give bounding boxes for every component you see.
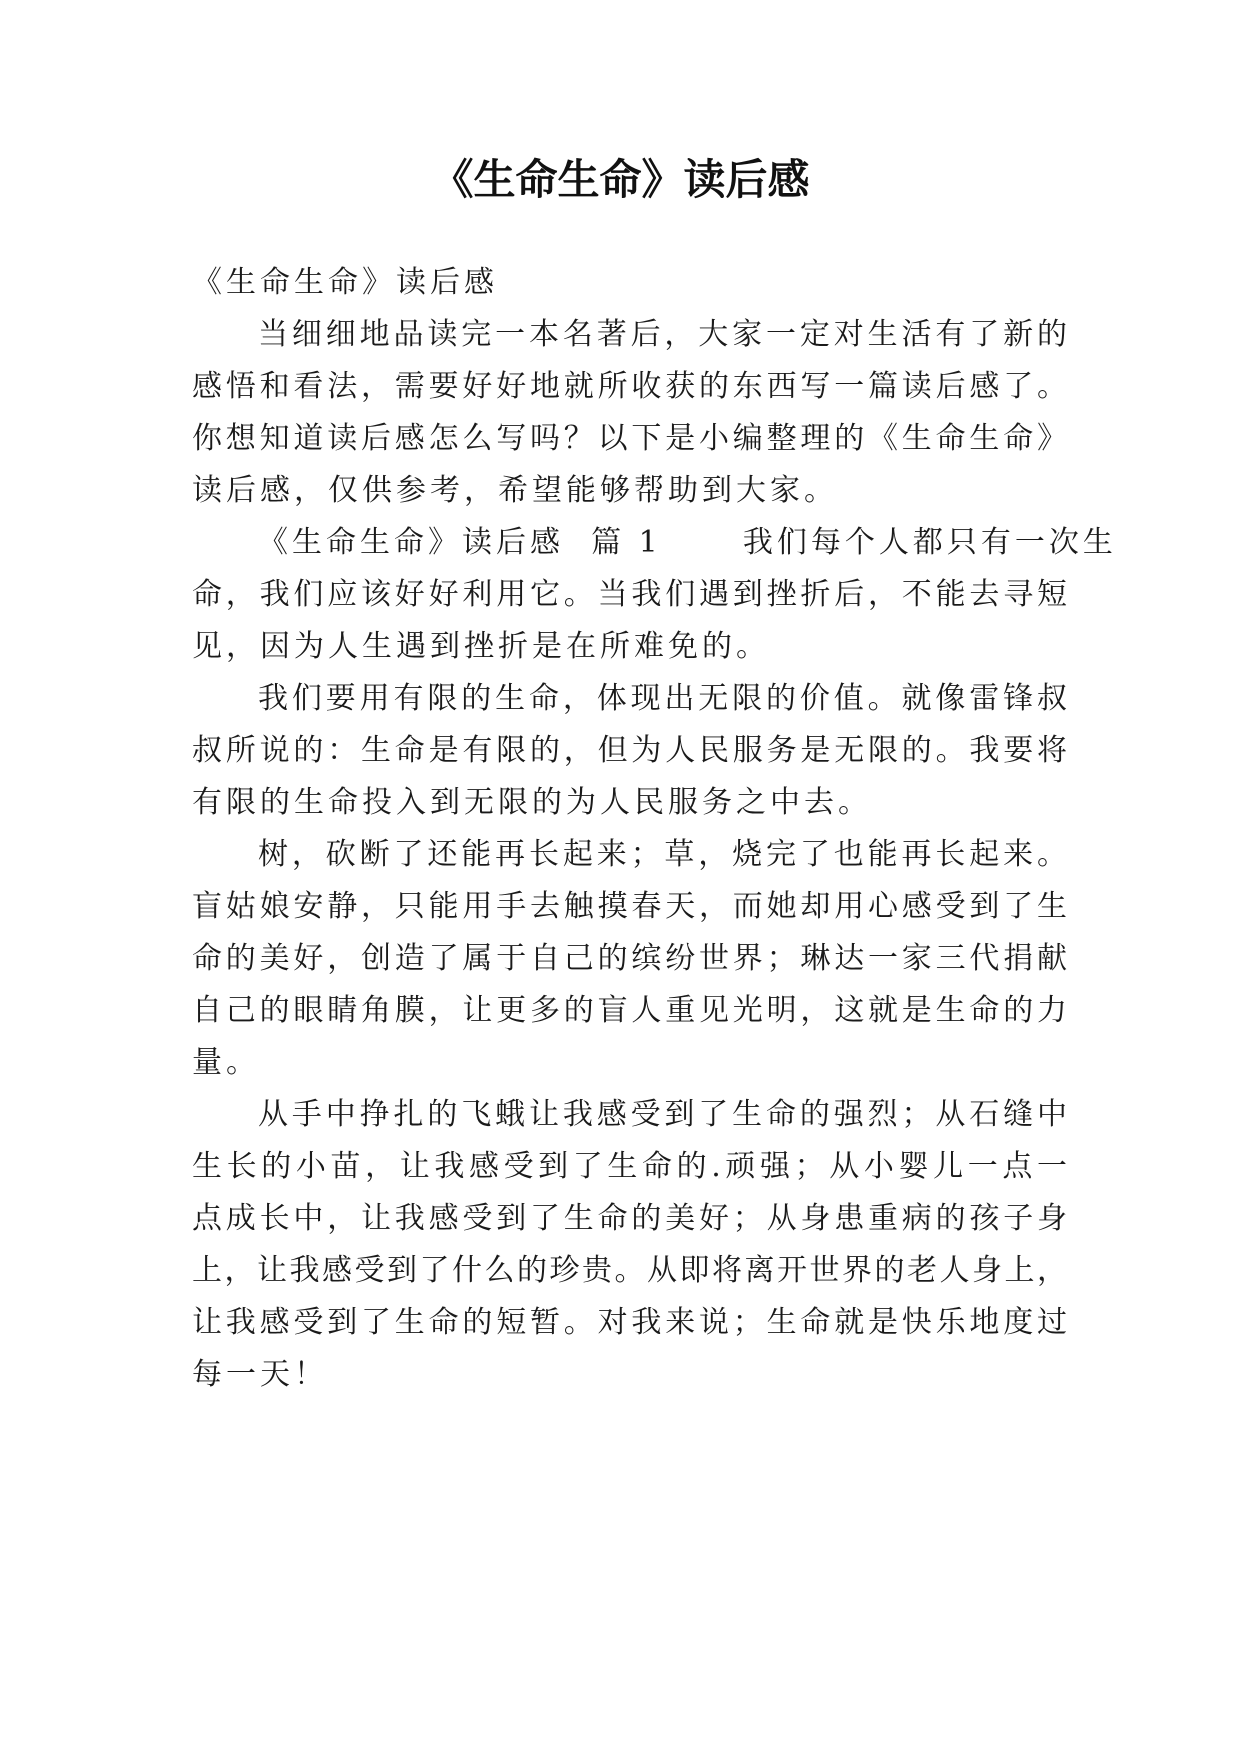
paragraph-line: 点成长中，让我感受到了生命的美好；从身患重病的孩子身 bbox=[192, 1201, 1067, 1236]
section-heading-line: 《生命生命》读后感 篇 1 我们每个人都只有一次生 bbox=[258, 525, 1117, 560]
paragraph-line: 我们要用有限的生命，体现出无限的价值。就像雷锋叔 bbox=[258, 681, 1067, 716]
paragraph-line: 当细细地品读完一本名著后，大家一定对生活有了新的 bbox=[258, 317, 1067, 352]
paragraph-line: 让我感受到了生命的短暂。对我来说；生命就是快乐地度过 bbox=[192, 1305, 1067, 1340]
paragraph-line: 叔所说的：生命是有限的，但为人民服务是无限的。我要将 bbox=[192, 733, 1067, 768]
paragraph-line: 有限的生命投入到无限的为人民服务之中去。 bbox=[192, 785, 872, 820]
paragraph-line: 树，砍断了还能再长起来；草，烧完了也能再长起来。 bbox=[258, 837, 1067, 872]
paragraph-line: 上，让我感受到了什么的珍贵。从即将离开世界的老人身上， bbox=[192, 1253, 1067, 1288]
paragraph-line: 量。 bbox=[192, 1045, 260, 1080]
paragraph-line: 命，我们应该好好利用它。当我们遇到挫折后，不能去寻短 bbox=[192, 577, 1067, 612]
paragraph-line: 生长的小苗，让我感受到了生命的.顽强；从小婴儿一点一 bbox=[192, 1149, 1067, 1184]
paragraph-line: 你想知道读后感怎么写吗？以下是小编整理的《生命生命》 bbox=[192, 421, 1067, 456]
paragraph-line: 每一天！ bbox=[192, 1357, 328, 1392]
paragraph-line: 命的美好，创造了属于自己的缤纷世界；琳达一家三代捐献 bbox=[192, 941, 1067, 976]
document-title: 《生命生命》读后感 bbox=[431, 155, 810, 204]
subtitle-line: 《生命生命》读后感 bbox=[192, 265, 498, 300]
paragraph-line: 盲姑娘安静，只能用手去触摸春天，而她却用心感受到了生 bbox=[192, 889, 1067, 924]
paragraph-line: 读后感，仅供参考，希望能够帮助到大家。 bbox=[192, 473, 838, 508]
paragraph-line: 自己的眼睛角膜，让更多的盲人重见光明，这就是生命的力 bbox=[192, 993, 1067, 1028]
paragraph-line: 感悟和看法，需要好好地就所收获的东西写一篇读后感了。 bbox=[192, 369, 1067, 404]
paragraph-line: 见，因为人生遇到挫折是在所难免的。 bbox=[192, 629, 770, 664]
paragraph-line: 从手中挣扎的飞蛾让我感受到了生命的强烈；从石缝中 bbox=[258, 1097, 1067, 1132]
